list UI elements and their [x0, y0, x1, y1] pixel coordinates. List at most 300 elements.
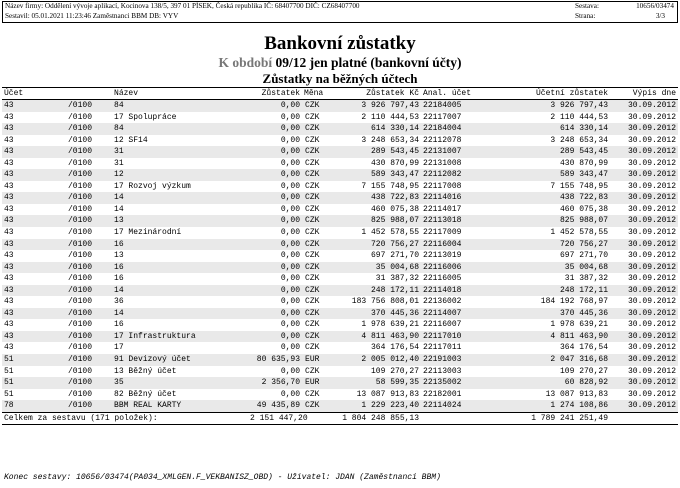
cell-vypis-dne: 30.09.2012 [610, 158, 678, 170]
table-row [2, 135, 678, 147]
report-id-value: 10656/03474 [636, 2, 674, 10]
cell-nazev: 31 [112, 146, 250, 158]
cell-bank-code: /0100 [26, 366, 112, 378]
cell-zustatek-kc: 697 271,70 [334, 250, 421, 262]
cell-zustatek: 0,00 [250, 262, 302, 274]
cell-vypis-dne: 30.09.2012 [610, 112, 678, 124]
cell-ucet: 43 [2, 181, 26, 193]
cell-anal-ucet: 22114018 [421, 285, 477, 297]
cell-mena: CZK [302, 296, 334, 308]
cell-mena: CZK [302, 135, 334, 147]
cell-ucet: 43 [2, 204, 26, 216]
cell-vypis-dne: 30.09.2012 [610, 377, 678, 389]
company-info: Název firmy: Oddělení vývoje aplikací, Kocinova 138/5, 397 01 PÍSEK, Česká republika IČ: 68407700 DIČ: CZ68407700 [5, 2, 360, 10]
table-row [2, 308, 678, 320]
cell-zustatek-kc: 289 543,45 [334, 146, 421, 158]
cell-anal-ucet: 22112078 [421, 135, 477, 147]
cell-ucet: 43 [2, 308, 26, 320]
cell-bank-code: /0100 [26, 227, 112, 239]
cell-zustatek-kc: 31 387,32 [334, 273, 421, 285]
cell-ucetni-zustatek: 720 756,27 [477, 239, 610, 251]
cell-mena: CZK [302, 308, 334, 320]
total-empty-2 [610, 412, 678, 425]
cell-anal-ucet: 22117011 [421, 342, 477, 354]
cell-bank-code: /0100 [26, 100, 112, 112]
cell-anal-ucet: 22116006 [421, 262, 477, 274]
cell-ucet: 43 [2, 342, 26, 354]
cell-zustatek: 0,00 [250, 158, 302, 170]
cell-nazev: 13 [112, 215, 250, 227]
cell-vypis-dne: 30.09.2012 [610, 215, 678, 227]
cell-nazev: 17 Rozvoj výzkum [112, 181, 250, 193]
cell-anal-ucet: 22114016 [421, 192, 477, 204]
cell-anal-ucet: 22135002 [421, 377, 477, 389]
table-row [2, 331, 678, 343]
cell-anal-ucet: 22117009 [421, 227, 477, 239]
cell-zustatek-kc: 370 445,36 [334, 308, 421, 320]
cell-bank-code: /0100 [26, 239, 112, 251]
cell-bank-code: /0100 [26, 123, 112, 135]
cell-zustatek-kc: 3 926 797,43 [334, 100, 421, 112]
cell-anal-ucet: 22131007 [421, 146, 477, 158]
cell-nazev: 16 [112, 273, 250, 285]
cell-zustatek: 2 356,70 [250, 377, 302, 389]
table-body [2, 100, 678, 413]
cell-vypis-dne: 30.09.2012 [610, 204, 678, 216]
cell-mena: CZK [302, 366, 334, 378]
cell-ucetni-zustatek: 248 172,11 [477, 285, 610, 297]
table-row [2, 146, 678, 158]
cell-zustatek: 0,00 [250, 366, 302, 378]
cell-nazev: 17 Infrastruktura [112, 331, 250, 343]
cell-zustatek-kc: 589 343,47 [334, 169, 421, 181]
cell-ucetni-zustatek: 3 248 653,34 [477, 135, 610, 147]
cell-zustatek: 0,00 [250, 169, 302, 181]
cell-ucetni-zustatek: 4 811 463,90 [477, 331, 610, 343]
compiled-info: Sestavil: 05.01.2021 11:23:46 Zaměstnanci BBM DB: VYV [5, 12, 179, 20]
cell-ucet: 43 [2, 250, 26, 262]
cell-zustatek: 0,00 [250, 308, 302, 320]
cell-bank-code: /0100 [26, 250, 112, 262]
cell-mena: CZK [302, 262, 334, 274]
cell-vypis-dne: 30.09.2012 [610, 192, 678, 204]
cell-nazev: 14 [112, 285, 250, 297]
cell-ucetni-zustatek: 1 274 108,86 [477, 400, 610, 412]
table-row [2, 250, 678, 262]
cell-bank-code: /0100 [26, 285, 112, 297]
cell-zustatek: 0,00 [250, 296, 302, 308]
cell-bank-code: /0100 [26, 331, 112, 343]
table-row [2, 319, 678, 331]
col-header-anal-ucet: Anal. účet [421, 88, 477, 100]
cell-ucet: 43 [2, 215, 26, 227]
cell-anal-ucet: 22116004 [421, 239, 477, 251]
cell-vypis-dne: 30.09.2012 [610, 227, 678, 239]
col-header-mena: Měna [302, 88, 334, 100]
cell-bank-code: /0100 [26, 204, 112, 216]
cell-ucet: 43 [2, 239, 26, 251]
cell-mena: CZK [302, 227, 334, 239]
cell-zustatek: 0,00 [250, 123, 302, 135]
cell-zustatek-kc: 7 155 748,95 [334, 181, 421, 193]
cell-anal-ucet: 22184004 [421, 123, 477, 135]
balances-table [2, 87, 678, 425]
cell-vypis-dne: 30.09.2012 [610, 100, 678, 112]
cell-zustatek: 0,00 [250, 389, 302, 401]
cell-zustatek-kc: 720 756,27 [334, 239, 421, 251]
page-number-value: 3/3 [655, 12, 665, 20]
cell-vypis-dne: 30.09.2012 [610, 123, 678, 135]
cell-ucetni-zustatek: 364 176,54 [477, 342, 610, 354]
table-row [2, 354, 678, 366]
cell-vypis-dne: 30.09.2012 [610, 319, 678, 331]
cell-vypis-dne: 30.09.2012 [610, 285, 678, 297]
table-row [2, 227, 678, 239]
cell-vypis-dne: 30.09.2012 [610, 262, 678, 274]
table-header-row [2, 88, 678, 100]
cell-zustatek-kc: 460 075,38 [334, 204, 421, 216]
cell-vypis-dne: 30.09.2012 [610, 400, 678, 412]
cell-anal-ucet: 22191003 [421, 354, 477, 366]
cell-ucetni-zustatek: 13 087 913,83 [477, 389, 610, 401]
table-row [2, 366, 678, 378]
cell-vypis-dne: 30.09.2012 [610, 146, 678, 158]
cell-nazev: 14 [112, 308, 250, 320]
cell-zustatek-kc: 1 452 578,55 [334, 227, 421, 239]
cell-vypis-dne: 30.09.2012 [610, 296, 678, 308]
cell-zustatek: 0,00 [250, 342, 302, 354]
col-header-ucetni-zustatek: Účetní zůstatek [477, 88, 610, 100]
cell-zustatek: 0,00 [250, 215, 302, 227]
cell-mena: EUR [302, 354, 334, 366]
cell-ucetni-zustatek: 35 004,68 [477, 262, 610, 274]
cell-ucet: 43 [2, 123, 26, 135]
cell-ucetni-zustatek: 1 452 578,55 [477, 227, 610, 239]
cell-vypis-dne: 30.09.2012 [610, 366, 678, 378]
cell-ucetni-zustatek: 614 330,14 [477, 123, 610, 135]
cell-zustatek: 0,00 [250, 100, 302, 112]
cell-zustatek-kc: 2 005 012,40 [334, 354, 421, 366]
cell-bank-code: /0100 [26, 158, 112, 170]
cell-nazev: 16 [112, 262, 250, 274]
cell-anal-ucet: 22116007 [421, 319, 477, 331]
cell-nazev: 14 [112, 204, 250, 216]
cell-anal-ucet: 22113018 [421, 215, 477, 227]
cell-ucetni-zustatek: 2 110 444,53 [477, 112, 610, 124]
cell-vypis-dne: 30.09.2012 [610, 181, 678, 193]
cell-zustatek: 0,00 [250, 192, 302, 204]
cell-zustatek-kc: 614 330,14 [334, 123, 421, 135]
cell-mena: CZK [302, 158, 334, 170]
report-id-label: Sestava: [575, 2, 599, 10]
cell-anal-ucet: 22131008 [421, 158, 477, 170]
cell-bank-code: /0100 [26, 146, 112, 158]
cell-zustatek-kc: 35 004,68 [334, 262, 421, 274]
cell-zustatek-kc: 109 270,27 [334, 366, 421, 378]
cell-mena: EUR [302, 377, 334, 389]
cell-mena: CZK [302, 239, 334, 251]
cell-anal-ucet: 22136002 [421, 296, 477, 308]
cell-zustatek-kc: 1 229 223,40 [334, 400, 421, 412]
cell-zustatek-kc: 4 811 463,90 [334, 331, 421, 343]
col-header-zustatek: Zůstatek [250, 88, 302, 100]
cell-bank-code: /0100 [26, 308, 112, 320]
cell-anal-ucet: 22117007 [421, 112, 477, 124]
cell-zustatek: 0,00 [250, 227, 302, 239]
cell-zustatek: 49 435,89 [250, 400, 302, 412]
cell-bank-code: /0100 [26, 400, 112, 412]
cell-nazev: 35 [112, 377, 250, 389]
cell-mena: CZK [302, 285, 334, 297]
cell-ucetni-zustatek: 7 155 748,95 [477, 181, 610, 193]
cell-anal-ucet: 22117010 [421, 331, 477, 343]
cell-zustatek-kc: 430 870,99 [334, 158, 421, 170]
cell-zustatek-kc: 1 978 639,21 [334, 319, 421, 331]
cell-ucet: 43 [2, 146, 26, 158]
total-row [2, 412, 678, 425]
cell-ucet: 43 [2, 296, 26, 308]
cell-nazev: 84 [112, 100, 250, 112]
cell-ucet: 43 [2, 100, 26, 112]
col-header-ucet: Účet [2, 88, 112, 100]
cell-mena: CZK [302, 192, 334, 204]
cell-mena: CZK [302, 319, 334, 331]
cell-mena: CZK [302, 112, 334, 124]
cell-bank-code: /0100 [26, 296, 112, 308]
cell-ucetni-zustatek: 589 343,47 [477, 169, 610, 181]
cell-nazev: 12 [112, 169, 250, 181]
cell-ucetni-zustatek: 370 445,36 [477, 308, 610, 320]
cell-bank-code: /0100 [26, 192, 112, 204]
total-zustatek [250, 412, 334, 425]
cell-mena: CZK [302, 331, 334, 343]
cell-ucet: 43 [2, 135, 26, 147]
cell-ucet: 43 [2, 169, 26, 181]
cell-ucetni-zustatek: 825 988,07 [477, 215, 610, 227]
cell-ucetni-zustatek: 31 387,32 [477, 273, 610, 285]
cell-zustatek-kc: 248 172,11 [334, 285, 421, 297]
cell-zustatek: 0,00 [250, 273, 302, 285]
cell-bank-code: /0100 [26, 354, 112, 366]
cell-ucet: 43 [2, 112, 26, 124]
cell-mena: CZK [302, 204, 334, 216]
cell-zustatek-kc: 13 087 913,83 [334, 389, 421, 401]
cell-zustatek: 80 635,93 [250, 354, 302, 366]
cell-zustatek: 0,00 [250, 250, 302, 262]
cell-bank-code: /0100 [26, 273, 112, 285]
table-row [2, 262, 678, 274]
cell-vypis-dne: 30.09.2012 [610, 354, 678, 366]
cell-zustatek-kc: 2 110 444,53 [334, 112, 421, 124]
cell-nazev: 17 Spolupráce [112, 112, 250, 124]
cell-ucet: 43 [2, 331, 26, 343]
cell-mena: CZK [302, 342, 334, 354]
cell-mena: CZK [302, 123, 334, 135]
cell-ucetni-zustatek: 1 978 639,21 [477, 319, 610, 331]
table-row [2, 285, 678, 297]
cell-ucet: 43 [2, 192, 26, 204]
cell-nazev: 14 [112, 192, 250, 204]
report-title: Bankovní zůstatky [264, 33, 416, 54]
cell-vypis-dne: 30.09.2012 [610, 135, 678, 147]
cell-ucet: 78 [2, 400, 26, 412]
total-ucetni: 1 789 241 251,49 [477, 412, 610, 425]
cell-ucetni-zustatek: 184 192 768,97 [477, 296, 610, 308]
cell-zustatek: 0,00 [250, 285, 302, 297]
cell-vypis-dne: 30.09.2012 [610, 239, 678, 251]
cell-zustatek: 0,00 [250, 319, 302, 331]
total-label: Celkem za sestavu (171 položek): [2, 412, 250, 425]
cell-zustatek: 0,00 [250, 204, 302, 216]
table-row [2, 215, 678, 227]
total-zustatek-value: 2 151 447,20 [250, 413, 308, 423]
cell-bank-code: /0100 [26, 112, 112, 124]
cell-zustatek: 0,00 [250, 135, 302, 147]
cell-ucetni-zustatek: 2 047 316,68 [477, 354, 610, 366]
cell-ucet: 43 [2, 158, 26, 170]
cell-ucet: 43 [2, 285, 26, 297]
cell-vypis-dne: 30.09.2012 [610, 331, 678, 343]
cell-zustatek-kc: 3 248 653,34 [334, 135, 421, 147]
cell-zustatek: 0,00 [250, 146, 302, 158]
cell-bank-code: /0100 [26, 342, 112, 354]
cell-nazev: 12 SF14 [112, 135, 250, 147]
cell-ucetni-zustatek: 430 870,99 [477, 158, 610, 170]
cell-mena: CZK [302, 146, 334, 158]
cell-zustatek-kc: 58 599,35 [334, 377, 421, 389]
cell-anal-ucet: 22184005 [421, 100, 477, 112]
cell-ucet: 51 [2, 354, 26, 366]
cell-vypis-dne: 30.09.2012 [610, 308, 678, 320]
cell-nazev: 16 [112, 319, 250, 331]
table-row [2, 400, 678, 412]
cell-nazev: 13 [112, 250, 250, 262]
table-row [2, 123, 678, 135]
report-subtitle: Zůstatky na běžných účtech [262, 71, 418, 86]
cell-nazev: 17 Mezinárodní [112, 227, 250, 239]
cell-zustatek: 0,00 [250, 112, 302, 124]
cell-bank-code: /0100 [26, 181, 112, 193]
cell-nazev: 17 [112, 342, 250, 354]
table-row [2, 204, 678, 216]
total-empty [421, 412, 477, 425]
cell-anal-ucet: 22182001 [421, 389, 477, 401]
cell-ucetni-zustatek: 3 926 797,43 [477, 100, 610, 112]
cell-nazev: 13 Běžný účet [112, 366, 250, 378]
cell-ucetni-zustatek: 697 271,70 [477, 250, 610, 262]
cell-bank-code: /0100 [26, 389, 112, 401]
report-header-box [2, 1, 678, 23]
cell-vypis-dne: 30.09.2012 [610, 169, 678, 181]
cell-mena: CZK [302, 273, 334, 285]
table-row [2, 169, 678, 181]
cell-nazev: 31 [112, 158, 250, 170]
cell-vypis-dne: 30.09.2012 [610, 273, 678, 285]
cell-ucet: 43 [2, 273, 26, 285]
cell-bank-code: /0100 [26, 169, 112, 181]
cell-nazev: 84 [112, 123, 250, 135]
cell-anal-ucet: 22117008 [421, 181, 477, 193]
cell-anal-ucet: 22114024 [421, 400, 477, 412]
cell-ucet: 43 [2, 227, 26, 239]
cell-anal-ucet: 22113019 [421, 250, 477, 262]
cell-ucet: 43 [2, 262, 26, 274]
table-row [2, 389, 678, 401]
cell-mena: CZK [302, 250, 334, 262]
cell-nazev: 36 [112, 296, 250, 308]
cell-ucetni-zustatek: 60 828,92 [477, 377, 610, 389]
cell-mena: CZK [302, 100, 334, 112]
cell-zustatek: 0,00 [250, 239, 302, 251]
cell-ucet: 51 [2, 389, 26, 401]
cell-zustatek-kc: 438 722,83 [334, 192, 421, 204]
cell-vypis-dne: 30.09.2012 [610, 389, 678, 401]
period-prefix: K období [218, 55, 273, 70]
cell-ucet: 51 [2, 366, 26, 378]
cell-ucetni-zustatek: 438 722,83 [477, 192, 610, 204]
cell-ucetni-zustatek: 289 543,45 [477, 146, 610, 158]
report-footer: Konec sestavy: 10656/03474(PA034_XMLGEN.F_VEKBANISZ_OBD) - Uživatel: JDAN (Zaměstnanci BBM) [4, 473, 441, 482]
cell-zustatek-kc: 825 988,07 [334, 215, 421, 227]
cell-nazev: BBM REAL KARTY [112, 400, 250, 412]
cell-mena: CZK [302, 400, 334, 412]
cell-ucetni-zustatek: 109 270,27 [477, 366, 610, 378]
cell-bank-code: /0100 [26, 377, 112, 389]
col-header-vypis-dne: Výpis dne [610, 88, 678, 100]
cell-mena: CZK [302, 181, 334, 193]
cell-zustatek-kc: 183 756 808,01 [334, 296, 421, 308]
report-period [0, 55, 680, 71]
cell-vypis-dne: 30.09.2012 [610, 250, 678, 262]
table-row [2, 158, 678, 170]
col-header-zustatek-kc: Zůstatek Kč [334, 88, 421, 100]
table-row [2, 112, 678, 124]
cell-anal-ucet: 22113003 [421, 366, 477, 378]
cell-mena: CZK [302, 389, 334, 401]
cell-ucetni-zustatek: 460 075,38 [477, 204, 610, 216]
table-row [2, 100, 678, 112]
cell-bank-code: /0100 [26, 135, 112, 147]
cell-mena: CZK [302, 169, 334, 181]
cell-anal-ucet: 22114017 [421, 204, 477, 216]
table-row [2, 192, 678, 204]
cell-ucet: 51 [2, 377, 26, 389]
cell-nazev: 91 Devizový účet [112, 354, 250, 366]
cell-ucet: 43 [2, 319, 26, 331]
cell-mena: CZK [302, 215, 334, 227]
cell-anal-ucet: 22112082 [421, 169, 477, 181]
cell-bank-code: /0100 [26, 319, 112, 331]
period-detail: 09/12 jen platné (bankovní účty) [275, 55, 462, 70]
cell-zustatek: 0,00 [250, 331, 302, 343]
cell-zustatek-kc: 364 176,54 [334, 342, 421, 354]
cell-anal-ucet: 22116005 [421, 273, 477, 285]
table-row [2, 377, 678, 389]
cell-zustatek: 0,00 [250, 181, 302, 193]
col-header-nazev: Název [112, 88, 250, 100]
table-row [2, 239, 678, 251]
page-number-label: Strana: [575, 12, 596, 20]
cell-bank-code: /0100 [26, 262, 112, 274]
total-zustatek-kc: 1 804 248 855,13 [334, 412, 421, 425]
cell-anal-ucet: 22114007 [421, 308, 477, 320]
table-row [2, 342, 678, 354]
cell-nazev: 82 Běžný účet [112, 389, 250, 401]
table-row [2, 181, 678, 193]
cell-nazev: 16 [112, 239, 250, 251]
table-row [2, 273, 678, 285]
cell-bank-code: /0100 [26, 215, 112, 227]
